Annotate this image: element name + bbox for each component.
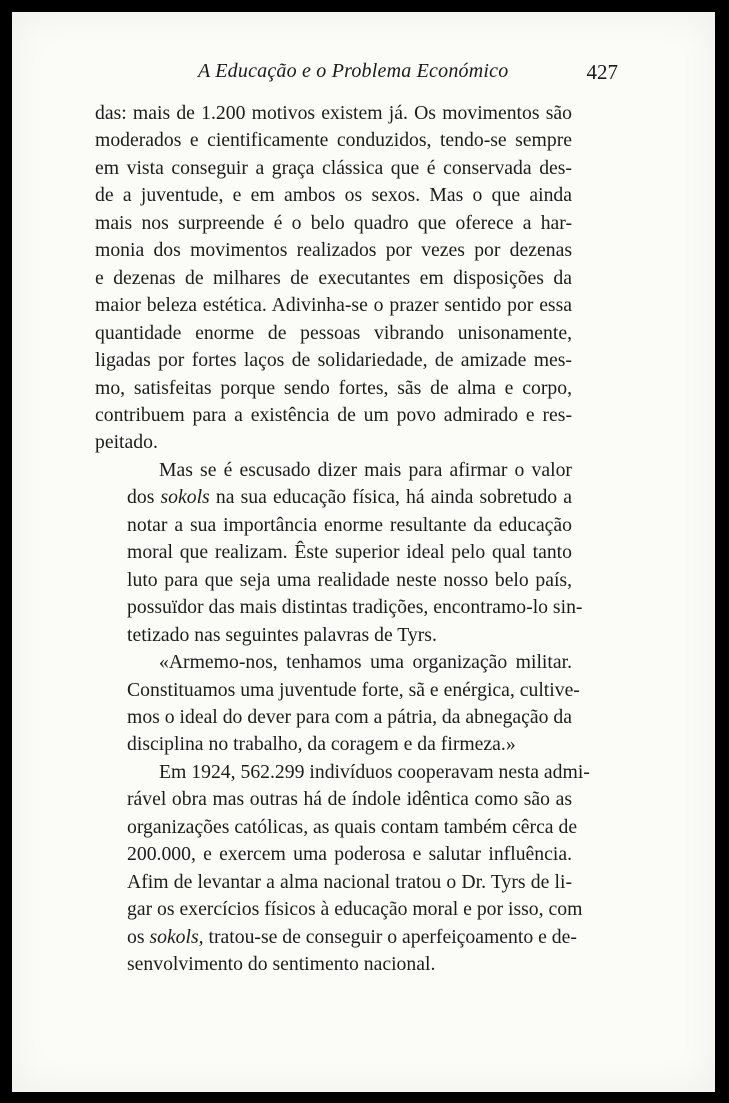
page-header bbox=[98, 60, 618, 88]
text-line: disciplina no trabalho, da coragem e da firmeza.» bbox=[127, 733, 516, 756]
page-number: 427 bbox=[586, 60, 618, 84]
text-line: Em 1924, 562.299 indivíduos cooperavam nesta admi- bbox=[159, 760, 590, 783]
text-line: quantidade enorme de pessoas vibrando unisonamente, bbox=[95, 321, 572, 344]
text-line: mo, satisfeitas porque sendo fortes, sãs de alma e corpo, bbox=[95, 376, 572, 399]
text-line: tetizado nas seguintes palavras de Tyrs. bbox=[127, 623, 437, 646]
text-line: mos o ideal do dever para com a pátria, da abnegação da bbox=[127, 705, 572, 728]
text-line: maior beleza estética. Adivinha-se o prazer sentido por essa bbox=[95, 294, 572, 317]
paragraph bbox=[95, 759, 590, 979]
text-line: rável obra mas outras há de índole idêntica como são as bbox=[127, 788, 572, 811]
text-line: senvolvimento do sentimento nacional. bbox=[127, 953, 436, 976]
text-line: moral que realizam. Êste superior ideal pelo qual tanto bbox=[127, 541, 572, 564]
running-title: A Educação e o Problema Económico bbox=[198, 60, 509, 82]
text-line: das: mais de 1.200 motivos existem já. Os movimentos são bbox=[95, 102, 572, 124]
text-line: ligadas por fortes laços de solidariedade, de amizade mes- bbox=[95, 349, 572, 372]
text-line: em vista conseguir a graça clássica que é conservada des- bbox=[95, 156, 572, 179]
text-line: mais nos surpreende é o belo quadro que oferece a har- bbox=[95, 211, 572, 234]
text-line: de a juventude, e em ambos os sexos. Mas o que ainda bbox=[95, 184, 572, 207]
text-line: peitado. bbox=[95, 431, 158, 454]
text-line: Afim de levantar a alma nacional tratou o Dr. Tyrs de li- bbox=[127, 870, 572, 893]
text-line: moderados e cientificamente conduzidos, tendo-se sempre bbox=[95, 129, 572, 152]
text-line: e dezenas de milhares de executantes em disposições da bbox=[95, 266, 572, 289]
text-line: os sokols, tratou-se de conseguir o aperfeiçoamento e de- bbox=[127, 925, 577, 948]
text-line: organizações católicas, as quais contam também cêrca de bbox=[127, 815, 578, 838]
text-line: 200.000, e exercem uma poderosa e salutar influência. bbox=[127, 843, 572, 866]
book-page bbox=[12, 12, 715, 1092]
text-line: dos sokols na sua educação física, há ainda sobretudo a bbox=[127, 486, 573, 509]
text-line: gar os exercícios físicos à educação moral e por isso, com bbox=[127, 898, 583, 921]
text-line: possuïdor das mais distintas tradições, encontramo-lo sin- bbox=[127, 596, 583, 619]
text-line: contribuem para a existência de um povo admirado e res- bbox=[95, 403, 572, 426]
text-line: Constituamos uma juventude forte, sã e enérgica, cultive- bbox=[127, 678, 580, 701]
text-line: «Armemo-nos, tenhamos uma organização militar. bbox=[159, 651, 572, 674]
body-text bbox=[95, 100, 590, 979]
text-line: notar a sua importância enorme resultante da educação bbox=[127, 513, 572, 536]
paragraph bbox=[95, 457, 583, 649]
text-line: Mas se é escusado dizer mais para afirmar o valor bbox=[159, 458, 572, 481]
text-line: luto para que seja uma realidade neste nosso belo país, bbox=[127, 568, 572, 591]
text-line: monia dos movimentos realizados por vezes por dezenas bbox=[95, 239, 572, 262]
paragraph bbox=[95, 649, 580, 759]
paragraph bbox=[95, 100, 572, 457]
